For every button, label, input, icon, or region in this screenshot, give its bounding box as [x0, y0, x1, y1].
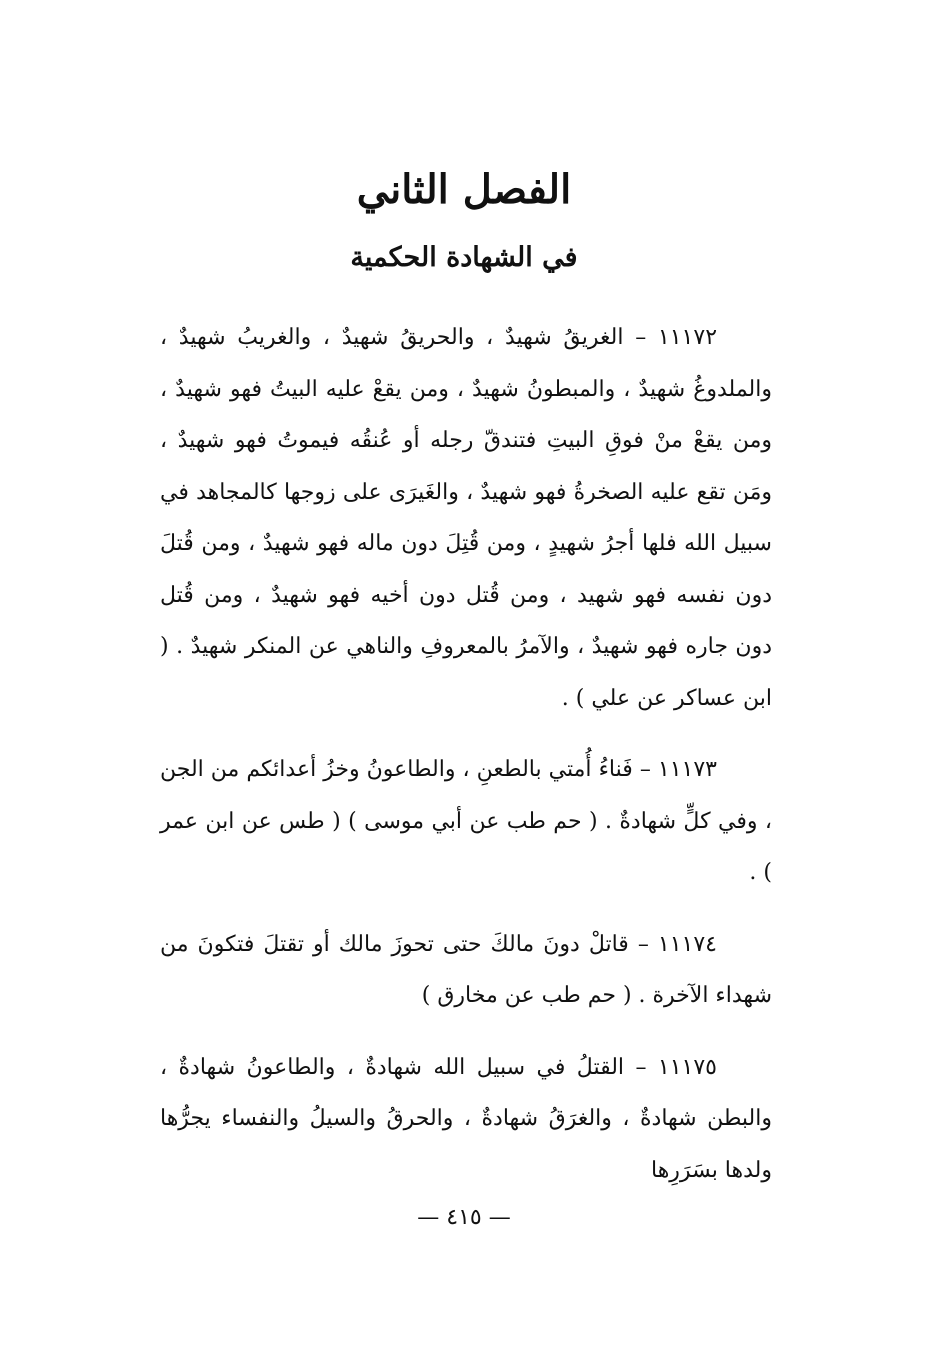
chapter-subtitle: في الشهادة الحكمية: [350, 242, 578, 273]
hadith-number: ١١١٧٣ –: [639, 757, 717, 782]
hadith-entry: [160, 1042, 772, 1197]
hadith-number: ١١١٧٤ –: [637, 931, 717, 957]
hadith-text: فَناءُ أُمتي بالطعنِ ، والطاعونُ وخزُ أعدائكم من الجن ، وفي كلٍّ شهادةٌ . ( حم طب عن أبي موسى ) ( طس عن ابن عمر ) .: [160, 757, 772, 885]
hadith-entry: [160, 312, 772, 724]
page-number: — ٤١٥ —: [417, 1205, 511, 1230]
hadith-number: ١١١٧٢ –: [635, 325, 718, 350]
hadith-entries: [160, 312, 772, 1216]
hadith-number: ١١١٧٥ –: [635, 1054, 717, 1080]
hadith-text: قاتلْ دونَ مالكَ حتى تحوزَ مالك أو تقتلَ فتكونَ من شهداء الآخرة . ( حم طب عن مخارق ): [160, 931, 772, 1008]
hadith-text: الغريقُ شهيدٌ ، والحريقُ شهيدٌ ، والغريبُ شهيدٌ ، والملدوغُ شهيدٌ ، والمبطونُ شهيدٌ ، ومن يقعْ عليه البيتُ فهو شهيدٌ ، ومن يقعْ منْ فوقِ البيتِ فتندقّ رجله أو عُنقُه فيموتُ فهو شهيدٌ ، ومَن تقع عليه الصخرةُ فهو شهيدٌ ، والغَيرَى على زوجها كالمجاهد في سبيل الله فلها أجرُ شهيدٍ ، ومن قُتِلَ دون ماله فهو شهيدٌ ، ومن قُتلَ دون نفسه فهو شهيد ، ومن قُتل دون أخيه فهو شهيدٌ ، ومن قُتل دون جاره فهو شهيدٌ ، والآمرُ بالمعروفِ والناهي عن المنكر شهيدٌ . ( ابن عساكر عن علي ) .: [160, 325, 772, 711]
chapter-title: الفصل الثاني: [356, 166, 572, 213]
hadith-text: القتلُ في سبيل الله شهادةٌ ، والطاعونُ شهادةٌ ، والبطن شهادةٌ ، والغرَقُ شهادةٌ ، والحرقُ والسيلُ والنفساء يجرُّها ولدها بسَرَرِها: [160, 1054, 772, 1183]
hadith-entry: [160, 919, 772, 1022]
hadith-entry: [160, 744, 772, 899]
